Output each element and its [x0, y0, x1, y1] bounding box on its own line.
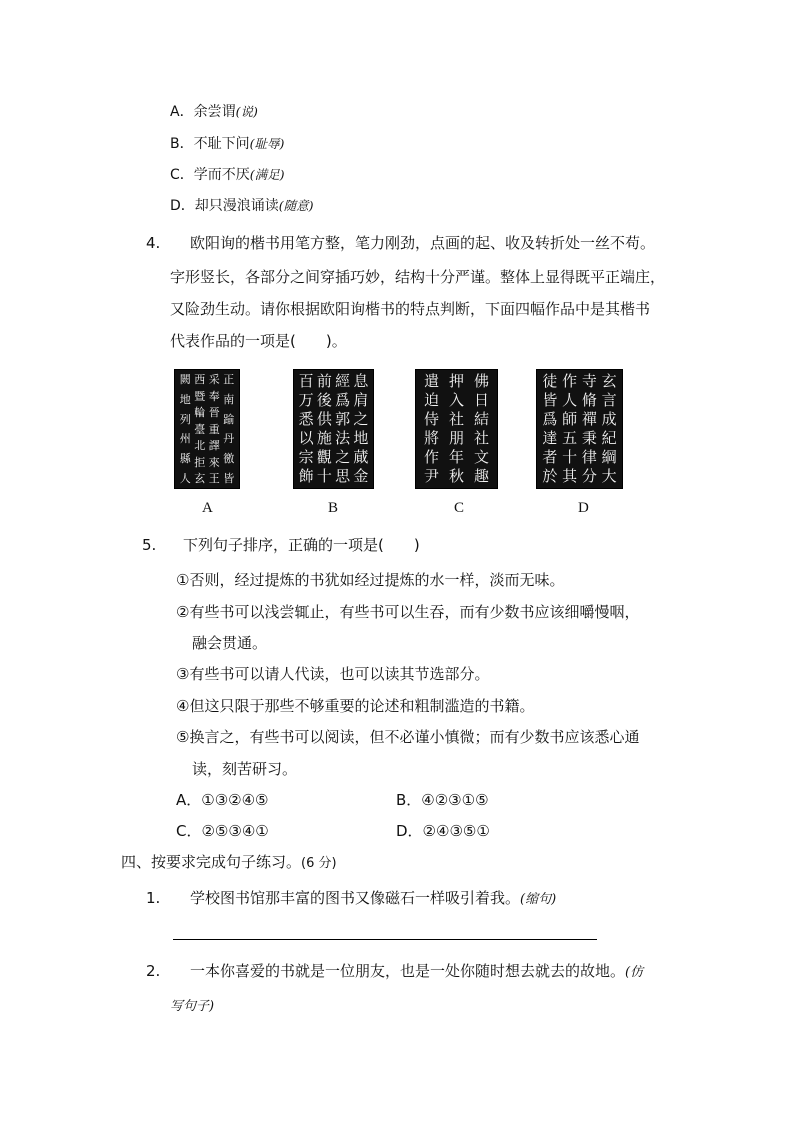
calligraphy-char: 皆 [542, 391, 558, 409]
calligraphy-char: 施 [316, 429, 332, 447]
s4-q2-sentence: 一本你喜爱的书就是一位朋友，也是一处你随时想去就去的故地。 [190, 962, 626, 980]
q3-option-c [170, 165, 285, 185]
q5-sentence-3: ③有些书可以请人代读，也可以读其节选部分。 [176, 665, 490, 683]
calligraphy-char: 人 [562, 391, 578, 409]
calligraphy-char: 玄 [601, 372, 617, 390]
calligraphy-char: 息 [353, 372, 369, 390]
calligraphy-char: 前 [316, 372, 332, 390]
calligraphy-char: 社 [473, 429, 489, 447]
calligraphy-char: 綱 [601, 448, 617, 466]
calligraphy-char: 律 [581, 448, 597, 466]
calligraphy-char: 重 [208, 422, 220, 436]
calligraphy-char: 飾 [298, 467, 314, 485]
calligraphy-char: 晉 [208, 406, 220, 419]
calligraphy-char: 西 [194, 373, 206, 386]
q3-option-a-text: A．余尝谓 [170, 104, 236, 120]
calligraphy-char: 人 [179, 471, 191, 485]
section-4-title: 四、按要求完成句子练习。 [121, 853, 302, 871]
calligraphy-char: 後 [316, 391, 332, 409]
calligraphy-char: 蕆 [353, 448, 369, 466]
s4-q1-text [190, 888, 556, 910]
q5-sentence-2-cont: 融会贯通。 [192, 634, 268, 652]
calligraphy-char: 以 [298, 429, 314, 447]
calligraphy-b-column [335, 374, 350, 484]
q4-line-2: 字形竖长，各部分之间穿插巧妙，结构十分严谨。整体上显得既平正端庄， [170, 268, 666, 286]
q4-line-3: 又险劲生动。请你根据欧阳询楷书的特点判断，下面四幅作品中是其楷书 [170, 300, 651, 318]
calligraphy-c-column [474, 374, 489, 484]
q3-option-a-note: (说) [235, 104, 258, 119]
calligraphy-char: 地 [179, 392, 191, 406]
q5-sentence-5: ⑤换言之，有些书可以阅读，但不必谨小慎微；而有少数书应该悉心通 [176, 728, 640, 746]
calligraphy-char: 臺 [194, 422, 206, 436]
calligraphy-char: 爲 [335, 391, 351, 409]
calligraphy-char: 丹 [223, 432, 235, 446]
calligraphy-char: 尹 [423, 467, 439, 485]
calligraphy-char: 日 [473, 391, 489, 409]
q5-question: 下列句子排序，正确的一项是( ) [183, 536, 420, 554]
q5-option-a: A．①③②④⑤ [176, 791, 269, 809]
calligraphy-char: 經 [335, 372, 351, 390]
calligraphy-char: 爲 [542, 410, 558, 428]
s4-q2-note-b: 写句子) [170, 999, 215, 1014]
calligraphy-char: 來 [208, 455, 220, 469]
calligraphy-char: 師 [562, 410, 578, 428]
s4-q2-number: 2. [146, 962, 161, 980]
calligraphy-label-d: D [578, 500, 589, 516]
calligraphy-char: 采 [208, 373, 220, 386]
calligraphy-char: 万 [298, 391, 314, 409]
calligraphy-char: 正 [223, 373, 235, 386]
calligraphy-char: 縣 [179, 452, 191, 466]
q5-number: 5. [142, 536, 157, 554]
calligraphy-char: 皆 [223, 471, 235, 485]
q3-option-d-text: D．却只漫浪诵读 [170, 198, 279, 214]
q3-option-c-note: (满足) [249, 167, 285, 182]
s4-q1-note: (缩句) [520, 892, 557, 907]
s4-q1-number: 1. [146, 889, 161, 907]
calligraphy-char: 成 [601, 410, 617, 428]
calligraphy-char: 文 [473, 448, 489, 466]
calligraphy-b-column [353, 374, 368, 484]
calligraphy-char: 闕 [179, 373, 191, 386]
calligraphy-char: 南 [223, 392, 235, 406]
calligraphy-char: 譯 [208, 439, 220, 452]
calligraphy-char: 玄 [194, 472, 206, 485]
s4-q2-note-a: (仿 [625, 965, 644, 980]
calligraphy-char: 供 [316, 410, 332, 428]
calligraphy-a-column [180, 374, 191, 484]
calligraphy-char: 觀 [316, 448, 332, 466]
calligraphy-char: 秉 [581, 429, 597, 447]
q5-sentence-2: ②有些书可以浅尝辄止，有些书可以生吞，而有少数书应该细嚼慢咽， [176, 603, 640, 621]
q3-option-a [170, 102, 258, 122]
s4-q1-sentence: 学校图书馆那丰富的图书又像磁石一样吸引着我。 [190, 889, 521, 907]
calligraphy-char: 肩 [353, 391, 369, 409]
calligraphy-char: 押 [448, 372, 464, 390]
calligraphy-d-column [602, 374, 617, 484]
q3-option-b-note: (耻辱) [249, 136, 285, 151]
calligraphy-char: 悉 [298, 410, 314, 428]
q5-option-b: B．④②③①⑤ [396, 791, 489, 809]
calligraphy-char: 宗 [298, 448, 314, 466]
calligraphy-char: 結 [473, 410, 489, 428]
calligraphy-a-column [194, 374, 205, 484]
calligraphy-char: 十 [562, 448, 578, 466]
q5-option-d: D．②④③⑤① [396, 822, 490, 840]
calligraphy-char: 紀 [601, 429, 617, 447]
q3-option-d [170, 196, 314, 216]
calligraphy-char: 地 [353, 429, 369, 447]
section-4-score: (6 分) [301, 856, 337, 871]
calligraphy-image-a [174, 369, 240, 489]
calligraphy-d-column [582, 374, 597, 484]
s4-q1-answer-line[interactable] [173, 939, 597, 940]
calligraphy-char: 郭 [335, 410, 351, 428]
calligraphy-char: 於 [542, 467, 558, 485]
calligraphy-char: 其 [562, 467, 578, 485]
calligraphy-char: 之 [335, 448, 351, 466]
calligraphy-char: 思 [335, 467, 351, 485]
q4-line-4: 代表作品的一项是( )。 [170, 332, 347, 350]
calligraphy-char: 北 [194, 439, 206, 452]
q3-option-b [170, 134, 284, 154]
calligraphy-char: 達 [542, 429, 558, 447]
calligraphy-d-column [562, 374, 577, 484]
calligraphy-char: 王 [208, 472, 220, 485]
calligraphy-char: 百 [298, 372, 314, 390]
calligraphy-label-b: B [328, 500, 339, 516]
q3-option-b-text: B．不耻下问 [170, 136, 250, 152]
calligraphy-image-b [293, 369, 374, 489]
calligraphy-a-column [223, 374, 234, 484]
calligraphy-char: 者 [542, 448, 558, 466]
q3-option-d-note: (随意) [278, 198, 314, 213]
calligraphy-label-c: C [454, 500, 465, 516]
calligraphy-char: 脩 [581, 391, 597, 409]
calligraphy-char: 將 [423, 429, 439, 447]
calligraphy-char: 禪 [581, 410, 597, 428]
q3-option-c-text: C．学而不厌 [170, 167, 250, 183]
calligraphy-b-column [317, 374, 332, 484]
calligraphy-char: 朋 [448, 429, 464, 447]
calligraphy-image-c [415, 369, 498, 489]
calligraphy-char: 州 [179, 432, 191, 446]
calligraphy-char: 言 [601, 391, 617, 409]
calligraphy-char: 十 [316, 467, 332, 485]
calligraphy-a-column [209, 374, 220, 484]
calligraphy-char: 分 [581, 467, 597, 485]
calligraphy-char: 五 [562, 429, 578, 447]
calligraphy-char: 拒 [194, 455, 206, 469]
calligraphy-char: 輪 [194, 406, 206, 419]
calligraphy-char: 秋 [448, 467, 464, 485]
calligraphy-char: 年 [448, 448, 464, 466]
calligraphy-char: 侍 [423, 410, 439, 428]
calligraphy-char: 金 [353, 467, 369, 485]
calligraphy-char: 入 [448, 391, 464, 409]
calligraphy-char: 徒 [542, 372, 558, 390]
calligraphy-char: 社 [448, 410, 464, 428]
calligraphy-image-d [536, 369, 623, 489]
calligraphy-label-a: A [202, 500, 213, 516]
calligraphy-char: 遣 [423, 372, 439, 390]
q5-sentence-5-cont: 读，刻苦研习。 [192, 760, 298, 778]
calligraphy-char: 大 [601, 467, 617, 485]
calligraphy-char: 趣 [473, 467, 489, 485]
calligraphy-char: 踰 [223, 412, 235, 426]
calligraphy-char: 寺 [581, 372, 597, 390]
calligraphy-char: 徼 [223, 452, 235, 466]
q4-line-1: 欧阳询的楷书用笔方整，笔力刚劲，点画的起、收及转折处一丝不苟。 [190, 234, 656, 252]
calligraphy-char: 之 [353, 410, 369, 428]
calligraphy-char: 佛 [473, 372, 489, 390]
calligraphy-c-column [424, 374, 439, 484]
calligraphy-char: 作 [423, 448, 439, 466]
q5-sentence-4: ④但这只限于那些不够重要的论述和粗制滥造的书籍。 [176, 697, 535, 715]
calligraphy-char: 迫 [423, 391, 439, 409]
calligraphy-char: 列 [179, 412, 191, 426]
calligraphy-char: 奉 [208, 389, 220, 403]
calligraphy-char: 法 [335, 429, 351, 447]
q5-option-c: C．②⑤③④① [176, 822, 269, 840]
calligraphy-d-column [542, 374, 557, 484]
calligraphy-b-column [299, 374, 314, 484]
section-4-heading [121, 852, 337, 874]
calligraphy-char: 暨 [194, 389, 206, 403]
calligraphy-c-column [449, 374, 464, 484]
calligraphy-char: 作 [562, 372, 578, 390]
s4-q2-text [190, 961, 643, 983]
q5-sentence-1: ①否则，经过提炼的书犹如经过提炼的水一样，淡而无味。 [176, 571, 565, 589]
q4-number: 4. [146, 234, 161, 252]
